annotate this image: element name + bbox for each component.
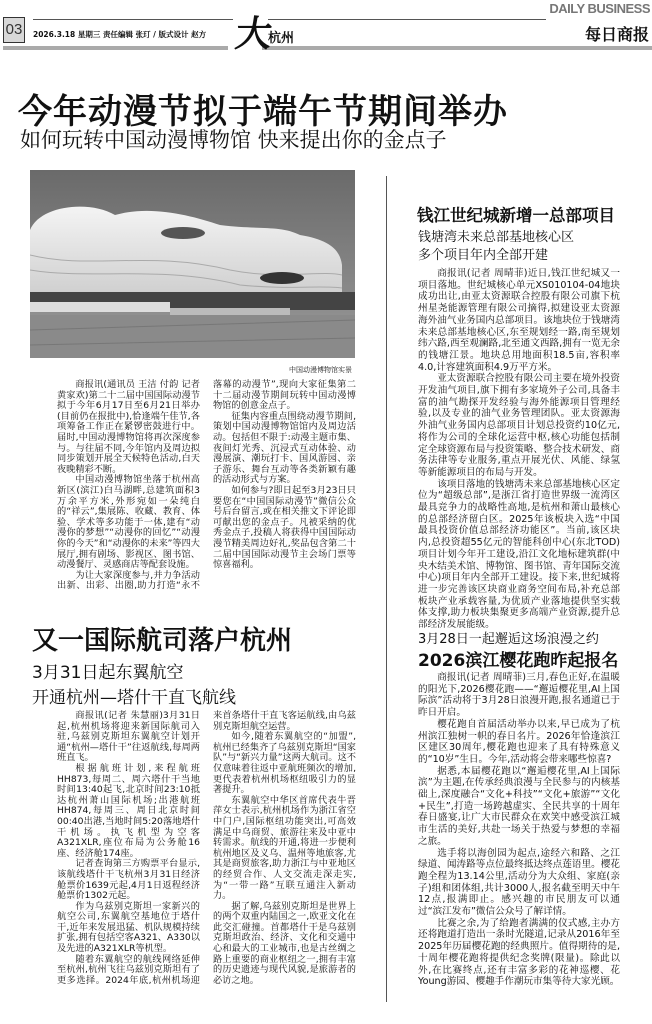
paragraph: 据悉,本届樱花跑以“邂逅樱花里,AI上国际滨”为主题,在传承经典浪漫与全民参与的内核基础上,深度融合“文化+科技”“文化+旅游”“文化+民生”,打造一场跨越虚实、全民共享的十周年春日盛宴,让广大市民群众在欢笑中感受滨江城市生活的美好,共赴一场关于热爱与梦想的幸福之旅。 [418, 765, 620, 847]
header-rule-thick [262, 46, 652, 50]
paragraph: 如今,随着东翼航空的“加盟”,杭州已经集齐了乌兹别克斯坦“国家队”与“新兴力量”这两大航司。这不仅意味着往返中亚航班频次的增加,更代表着杭州机场枢纽吸引力的显著提升。 [213, 731, 356, 796]
brand-name-en: DAILY BUSINESS [549, 1, 650, 16]
sakura-kicker: 3月28日一起邂逅这场浪漫之约 [418, 632, 599, 647]
hq-subhead: 钱塘湾未来总部基地核心区 [418, 230, 575, 245]
paragraph: 据了解,乌兹别克斯坦是世界上的两个双重内陆国之一,欧亚文化在此交汇碰撞。首都塔什干是乌兹别克斯坦政治、经济、文化和交通中心和最大的工业城市,也是古丝绸之路上重要的商业枢纽之一,拥有丰富的历史遗迹与现代风貌,是旅游者的必访之地。 [213, 900, 356, 986]
paragraph: 随着东翼航空的航线网络延伸至杭州,杭州飞往乌兹别克斯坦有了更多选择。2024年底,杭州机场迎来首条塔什干直飞客运航线,由乌兹别克斯坦航空运营。 [57, 710, 356, 986]
paragraph: 中国动漫博物馆坐落于杭州高新区(滨江)白马湖畔,总建筑面积3万余平方米,外形宛如一朵纯白的“祥云”,集展陈、收藏、教育、体验、学术等多功能于一体,建有“动漫你的梦想”“动漫你的回忆”“动漫你的今天”和“动漫你的未来”等四大展厅,拥有剧场、影视区、图书馆、动漫餐厅、灵感商店等配套设施。 [57, 474, 200, 571]
hq-headline: 钱江世纪城新增一总部项目 [417, 206, 615, 225]
header-rule-thick [3, 46, 228, 50]
paragraph: 该项目落地的钱塘湾未来总部基地核心区定位为“超级总部”,是浙江省打造世界级一流湾区最具竞争力的战略性高地,是杭州和萧山最核心的总部经济留白区。2025年该板块入选“中国最具投资价值总部经济功能区”。当前,该区块内,总投资超55亿元的智能科创中心(东北TOD)项目计划今年开工建设,沿江文化地标建筑群(中央木结美术馆、博物馆、图书馆、青年国际交流中心)项目年内全部开工建设。接下来,世纪城将进一步完善该区块商业商务空间布局,补充总部板块产业承载容量,为优质产业落地提供坚实载体支撑,助力板块集聚更多高端产业资源,提升总部经济发展能级。 [418, 478, 620, 631]
lead-article-body [57, 380, 356, 592]
paragraph: 作为乌兹别克斯坦一家新兴的航空公司,东翼航空基地位于塔什干,近年来发展迅猛、机队规模持续扩张,拥有包括空客A321、A330以及先进的A321XLR等机型。 [57, 900, 200, 955]
sakura-article-body [418, 672, 620, 988]
museum-photo [30, 170, 355, 358]
paragraph: 商报讯(记者 周晴菲)近日,钱江世纪城又一项目落地。世纪城核心单元XS010104-04地块成功出让,由亚太资源联合控股有限公司旗下杭州星尧能源管理有限公司摘得,拟建设亚太资源海外油气业务国内总部项目。该地块位于钱塘湾未来总部基地核心区,东至规划经一路,南至规划纬六路,西至观澜路,北至通文西路,拥有一览无余的钱塘江景。地块总用地面积18.5亩,容积率4.0,计容建筑面积4.9万平方米。 [418, 268, 620, 373]
hq-subhead: 多个项目年内全部开建 [418, 248, 549, 263]
paragraph: 樱花跑自首届活动举办以来,早已成为了杭州滨江独树一帜的春日名片。2026年恰逢滨江区建区30周年,樱花跑也迎来了具有特殊意义的“10岁”生日。今年,活动将会带来哪些惊喜? [418, 718, 620, 765]
section-mark-logo: 大 [232, 13, 275, 55]
paragraph: 商报讯(记者 朱慧丽)3月31日起,杭州机场将迎来新国际航司入驻,乌兹别克斯坦东翼航空计划开通“杭州—塔什干”往返航线,每周两班直飞。 [57, 710, 200, 764]
photo-caption: 中国动漫博物馆实景 [289, 366, 352, 374]
column-divider [386, 176, 387, 1002]
paragraph: 比赛之余,为了给跑者满满的仪式感,主办方还将跑道打造出一条时光隧道,记录从2016年至2025年历届樱花跑的经典照片。值得期待的是,十周年樱花跑将提供纪念奖牌(限量)。除此以外,在比赛终点,还有丰富多彩的花神巡樱、花Young游园、樱趣手作潮玩市集等待大家光顾。 [418, 917, 620, 988]
lead-headline: 今年动漫节拟于端午节期间举办 [18, 92, 508, 132]
dateline: 2026.3.18 星期三 责任编辑 张玎 / 版式设计 赵方 [33, 30, 207, 39]
section-name: 杭州 [268, 31, 295, 46]
lead-subhead: 如何玩转中国动漫博物馆 快来提出你的金点子 [20, 128, 447, 152]
header-rule [268, 19, 546, 20]
paragraph: 亚太资源联合控股有限公司主要在境外投资开发油气项目,旗下拥有多家境外子公司,具备丰富的油气勘探开发经验与海外能源项目管理经验,以及专业的油气业务管理团队。亚太资源海外油气业务国内总部项目计划总投资约10亿元,将作为公司的全球化运营中枢,核心功能包括制定全球资源布局与投资策略、整合技术研发、商务法律等专业服务,重点开展光伏、风能、绿氢等新能源项目的布局与开发。 [418, 373, 620, 478]
header-rule [33, 19, 233, 20]
paragraph: 征集内容重点围绕动漫节期间,策划中国动漫博物馆馆内及周边活动。包括但不限于:动漫主题市集、夜间灯光秀、沉浸式互动体验、动漫展演、潮玩打卡、国风游园、亲子游乐、舞台互动等各类新颖有趣的活动形式与方案。 [213, 410, 356, 486]
page-number: 03 [3, 17, 25, 43]
paragraph: 商报讯(通讯员 王洁 付韵 记者 黄家欢)第二十二届中国国际动漫节拟于今年6月17日至6月21日举办(目前仍在报批中),恰逢端午佳节,各项筹备工作正在紧锣密鼓进行中。届时,中国动漫博物馆将再次深度参与。与往届不同,今年馆内及周边拟同步策划开展全天候特色活动,白天夜晚精彩不断。 [57, 379, 200, 475]
sakura-headline: 2026滨江樱花跑昨起报名 [418, 651, 619, 671]
airline-article-body [57, 711, 356, 986]
hq-article-body [418, 268, 620, 631]
paragraph: 记者查询第三方购票平台显示,该航线塔什干飞杭州3月31日经济舱票价1639元起,4月1日返程经济舱票价1302元起。 [57, 858, 200, 902]
brand-name-cn: 每日商报 [584, 25, 649, 44]
paragraph: 商报讯(记者 周晴菲)三月,春色正好,在温暖的阳光下,2026樱花跑——“邂逅樱花里,AI上国际滨”活动将于3月28日浪漫开跑,报名通道已于昨日开启。 [418, 672, 620, 719]
airline-subhead: 3月31日起东翼航空 [32, 663, 184, 683]
paragraph: 东翼航空中华区首席代表牛晋萍女士表示,杭州机场作为浙江省空中门户,国际枢纽功能突出,可高效满足中乌商贸、旅游往来及中亚中转需求。航线的开通,将进一步便利杭州地区及义乌、温州等地旅客,尤其是商贸旅客,助力浙江与中亚地区的经贸合作、人文交流走深走实,为“一带一路”互联互通注入新动力。 [213, 794, 356, 902]
paragraph: 为让大家深度参与,并力争活动出新、出彩、出圈,助力打造“永不落幕的动漫节”,现向大家征集第二十二届动漫节期间玩转中国动漫博物馆的创意金点子。 [57, 379, 356, 592]
paragraph: 选手将以海创园为起点,途经六和路、之江绿道、闻涛路等点位最终抵达终点莲语里。樱花跑全程为13.14公里,活动分为大众组、家庭(亲子)组和团体组,共计3000人,报名截至明天中午12点,报满即止。感兴趣的市民朋友可以通过“滨江发布”微信公众号了解详情。 [418, 847, 620, 918]
paragraph: 如何参与?即日起至3月23日只要您在“中国国际动漫节”微信公众号后台留言,或在相关推文下评论即可献出您的金点子。凡被采纳的优秀金点子,投稿人将获得中国国际动漫节精美周边好礼,奖品包含第二十二届中国国际动漫节主会场门票等惊喜福利。 [213, 484, 356, 571]
airline-subhead: 开通杭州—塔什干直飞航线 [32, 688, 236, 708]
airline-headline: 又一国际航司落户杭州 [32, 626, 293, 656]
paragraph: 根据航班计划,来程航班HH873,每周二、周六塔什干当地时间13:40起飞,北京时间23:10抵达杭州萧山国际机场;出港航班HH874,每周三、周日北京时间00:40出港,当地时间5:20落地塔什干机场。执飞机型为空客A321XLR,座位布局为公务舱16座、经济舱174座。 [57, 762, 200, 859]
